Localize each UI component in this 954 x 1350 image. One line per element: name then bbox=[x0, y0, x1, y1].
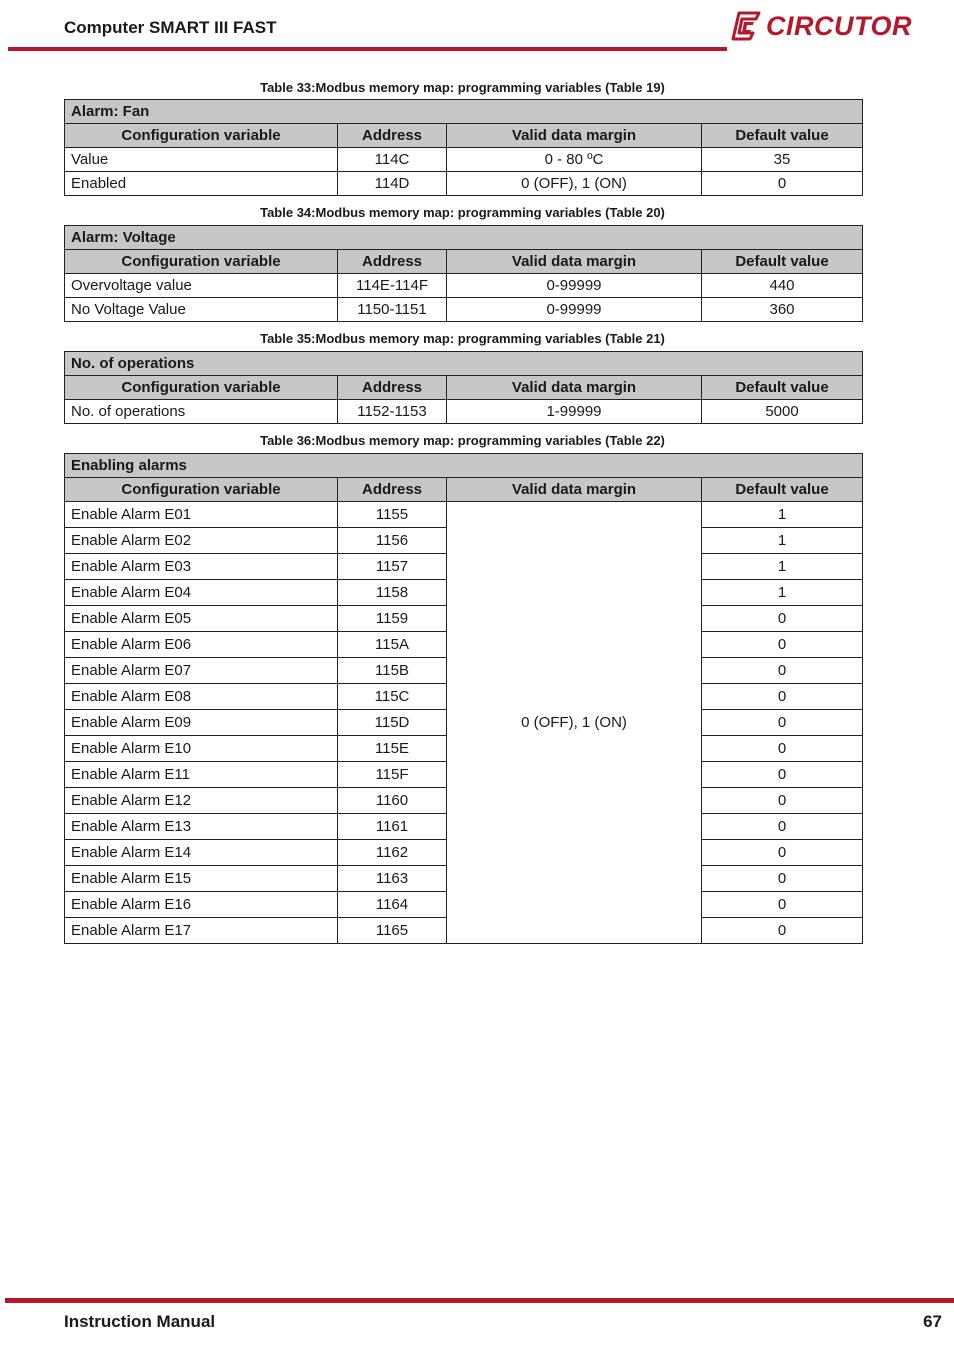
cell-variable: Overvoltage value bbox=[65, 274, 338, 298]
circutor-logo bbox=[730, 8, 912, 44]
cell-default: 1 bbox=[702, 580, 863, 606]
cell-default: 0 bbox=[702, 710, 863, 736]
cell-address: 115D bbox=[338, 710, 447, 736]
cell-default: 1 bbox=[702, 528, 863, 554]
cell-margin: 1-99999 bbox=[447, 400, 702, 424]
table-caption: Table 36:Modbus memory map: programming variables (Table 22) bbox=[260, 433, 665, 448]
cell-address: 1165 bbox=[338, 918, 447, 944]
cell-default: 0 bbox=[702, 840, 863, 866]
cell-address: 114D bbox=[338, 172, 447, 196]
table-enabling-alarms bbox=[64, 453, 863, 944]
column-header: Configuration variable bbox=[65, 376, 338, 400]
cell-default: 0 bbox=[702, 632, 863, 658]
cell-variable: Enable Alarm E17 bbox=[65, 918, 338, 944]
cell-variable: Enable Alarm E04 bbox=[65, 580, 338, 606]
cell-address: 115E bbox=[338, 736, 447, 762]
table-row bbox=[65, 502, 863, 528]
cell-default: 1 bbox=[702, 502, 863, 528]
cell-variable: No. of operations bbox=[65, 400, 338, 424]
cell-address: 115B bbox=[338, 658, 447, 684]
cell-address: 114E-114F bbox=[338, 274, 447, 298]
cell-variable: Enable Alarm E12 bbox=[65, 788, 338, 814]
column-header: Default value bbox=[702, 124, 863, 148]
section-header: Alarm: Voltage bbox=[65, 226, 863, 250]
cell-address: 1152-1153 bbox=[338, 400, 447, 424]
column-header: Configuration variable bbox=[65, 124, 338, 148]
cell-variable: Enabled bbox=[65, 172, 338, 196]
cell-variable: Enable Alarm E10 bbox=[65, 736, 338, 762]
cell-default: 0 bbox=[702, 918, 863, 944]
cell-address: 114C bbox=[338, 148, 447, 172]
cell-margin: 0 (OFF), 1 (ON) bbox=[447, 502, 702, 944]
cell-default: 1 bbox=[702, 554, 863, 580]
column-header: Default value bbox=[702, 376, 863, 400]
cell-margin: 0 (OFF), 1 (ON) bbox=[447, 172, 702, 196]
table-caption: Table 35:Modbus memory map: programming variables (Table 21) bbox=[260, 331, 665, 346]
column-header: Address bbox=[338, 124, 447, 148]
cell-variable: Enable Alarm E13 bbox=[65, 814, 338, 840]
cell-margin: 0-99999 bbox=[447, 274, 702, 298]
cell-default: 0 bbox=[702, 658, 863, 684]
cell-variable: Enable Alarm E01 bbox=[65, 502, 338, 528]
column-header: Configuration variable bbox=[65, 478, 338, 502]
cell-variable: Enable Alarm E06 bbox=[65, 632, 338, 658]
section-header: No. of operations bbox=[65, 352, 863, 376]
cell-default: 0 bbox=[702, 866, 863, 892]
cell-default: 0 bbox=[702, 172, 863, 196]
column-header: Address bbox=[338, 376, 447, 400]
table-alarm-fan bbox=[64, 99, 863, 196]
section-header: Enabling alarms bbox=[65, 454, 863, 478]
cell-address: 1162 bbox=[338, 840, 447, 866]
cell-variable: Enable Alarm E15 bbox=[65, 866, 338, 892]
cell-variable: Enable Alarm E07 bbox=[65, 658, 338, 684]
column-header: Address bbox=[338, 250, 447, 274]
table-row bbox=[65, 172, 863, 196]
page-number: 67 bbox=[923, 1312, 942, 1331]
cell-variable: Enable Alarm E09 bbox=[65, 710, 338, 736]
cell-variable: Enable Alarm E05 bbox=[65, 606, 338, 632]
cell-variable: Enable Alarm E02 bbox=[65, 528, 338, 554]
column-header: Valid data margin bbox=[447, 478, 702, 502]
cell-variable: Enable Alarm E14 bbox=[65, 840, 338, 866]
cell-default: 0 bbox=[702, 606, 863, 632]
cell-variable: Enable Alarm E16 bbox=[65, 892, 338, 918]
cell-variable: No Voltage Value bbox=[65, 298, 338, 322]
cell-address: 1150-1151 bbox=[338, 298, 447, 322]
column-header: Valid data margin bbox=[447, 376, 702, 400]
cell-margin: 0 - 80 ºC bbox=[447, 148, 702, 172]
cell-default: 0 bbox=[702, 814, 863, 840]
column-header: Valid data margin bbox=[447, 124, 702, 148]
cell-default: 0 bbox=[702, 892, 863, 918]
cell-address: 115C bbox=[338, 684, 447, 710]
cell-address: 1158 bbox=[338, 580, 447, 606]
cell-default: 0 bbox=[702, 788, 863, 814]
cell-margin: 0-99999 bbox=[447, 298, 702, 322]
table-caption: Table 34:Modbus memory map: programming variables (Table 20) bbox=[260, 205, 665, 220]
table-row bbox=[65, 400, 863, 424]
document-title: Computer SMART III FAST bbox=[64, 18, 277, 37]
cell-default: 440 bbox=[702, 274, 863, 298]
cell-variable: Enable Alarm E08 bbox=[65, 684, 338, 710]
column-header: Configuration variable bbox=[65, 250, 338, 274]
table-row bbox=[65, 298, 863, 322]
cell-address: 1156 bbox=[338, 528, 447, 554]
column-header: Default value bbox=[702, 478, 863, 502]
cell-address: 1159 bbox=[338, 606, 447, 632]
cell-variable: Enable Alarm E11 bbox=[65, 762, 338, 788]
cell-default: 360 bbox=[702, 298, 863, 322]
cell-address: 115F bbox=[338, 762, 447, 788]
cell-address: 1160 bbox=[338, 788, 447, 814]
cell-variable: Value bbox=[65, 148, 338, 172]
table-caption: Table 33:Modbus memory map: programming variables (Table 19) bbox=[260, 80, 665, 95]
cell-address: 1155 bbox=[338, 502, 447, 528]
table-operations bbox=[64, 351, 863, 424]
cell-address: 115A bbox=[338, 632, 447, 658]
cell-address: 1161 bbox=[338, 814, 447, 840]
logo-text: CIRCUTOR bbox=[766, 10, 913, 41]
footer-label: Instruction Manual bbox=[64, 1312, 216, 1331]
cell-default: 5000 bbox=[702, 400, 863, 424]
cell-default: 35 bbox=[702, 148, 863, 172]
table-alarm-voltage bbox=[64, 225, 863, 322]
column-header: Default value bbox=[702, 250, 863, 274]
cell-default: 0 bbox=[702, 736, 863, 762]
circutor-logo-icon bbox=[730, 10, 762, 42]
column-header: Address bbox=[338, 478, 447, 502]
cell-default: 0 bbox=[702, 684, 863, 710]
cell-default: 0 bbox=[702, 762, 863, 788]
footer-rule bbox=[5, 1298, 954, 1303]
column-header: Valid data margin bbox=[447, 250, 702, 274]
table-row bbox=[65, 148, 863, 172]
cell-address: 1164 bbox=[338, 892, 447, 918]
cell-variable: Enable Alarm E03 bbox=[65, 554, 338, 580]
section-header: Alarm: Fan bbox=[65, 100, 863, 124]
cell-address: 1157 bbox=[338, 554, 447, 580]
cell-address: 1163 bbox=[338, 866, 447, 892]
table-row bbox=[65, 274, 863, 298]
header-rule bbox=[8, 47, 727, 51]
